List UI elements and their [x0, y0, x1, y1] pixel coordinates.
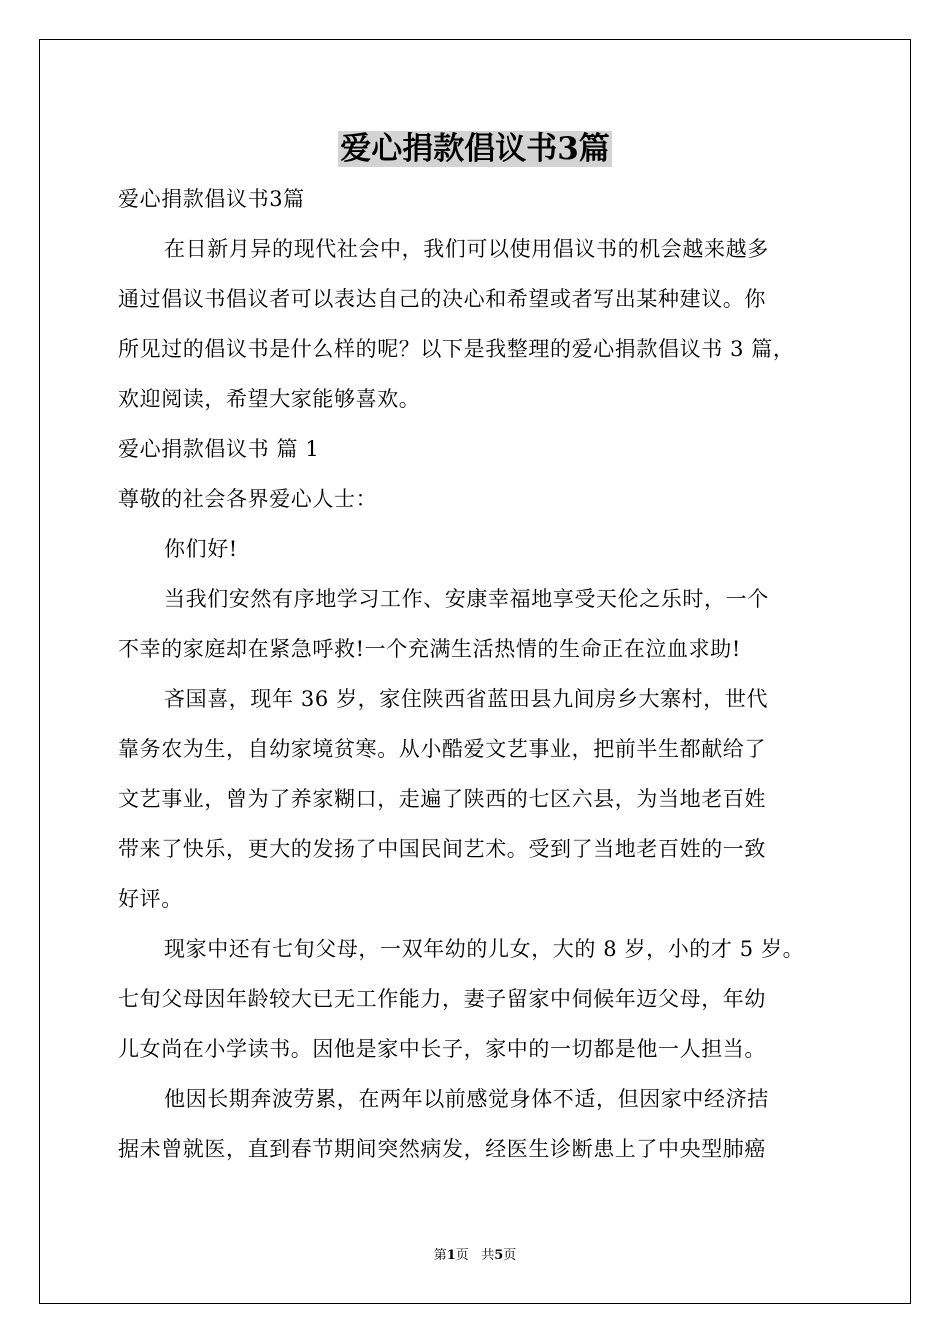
- paragraph-line: 好评。: [118, 887, 183, 911]
- paragraph-line: 他因长期奔波劳累，在两年以前感觉身体不适，但因家中经济拮: [164, 1087, 769, 1111]
- paragraph-line: 欢迎阅读，希望大家能够喜欢。: [118, 387, 421, 411]
- paragraph-line: 吝国喜，现年 36 岁，家住陕西省蓝田县九间房乡大寨村，世代: [164, 687, 769, 711]
- paragraph-line: 带来了快乐，更大的发扬了中国民间艺术。受到了当地老百姓的一致: [118, 837, 766, 861]
- document-title: [0, 126, 950, 172]
- greeting-line: 你们好!: [164, 537, 238, 561]
- footer-prefix: 第: [433, 1248, 447, 1263]
- paragraph-line: 通过倡议书倡议者可以表达自己的决心和希望或者写出某种建议。你: [118, 287, 766, 311]
- paragraph-line: 不幸的家庭却在紧急呼救!一个充满生活热情的生命正在泣血求助!: [118, 637, 741, 661]
- paragraph-line: 儿女尚在小学读书。因他是家中长子，家中的一切都是他一人担当。: [118, 1037, 766, 1061]
- subtitle-line: 爱心捐款倡议书3篇: [118, 187, 305, 211]
- footer-current-page: 1: [446, 1248, 456, 1263]
- document-title-text: 爱心捐款倡议书3篇: [340, 131, 610, 167]
- paragraph-line: 靠务农为生，自幼家境贫寒。从小酷爱文艺事业，把前半生都献给了: [118, 737, 766, 761]
- footer-total-pages: 5: [494, 1248, 504, 1263]
- footer-total-prefix: 共: [481, 1248, 495, 1263]
- section-heading: 爱心捐款倡议书 篇 1: [118, 437, 320, 461]
- paragraph-line: 文艺事业，曾为了养家糊口，走遍了陕西的七区六县，为当地老百姓: [118, 787, 766, 811]
- paragraph-line: 当我们安然有序地学习工作、安康幸福地享受天伦之乐时，一个: [164, 587, 769, 611]
- paragraph-line: 七旬父母因年龄较大已无工作能力，妻子留家中伺候年迈父母，年幼: [118, 987, 766, 1011]
- paragraph-line: 据未曾就医，直到春节期间突然病发，经医生诊断患上了中央型肺癌: [118, 1137, 766, 1161]
- page-footer: [0, 1246, 950, 1266]
- footer-total-suffix: 页: [503, 1248, 517, 1263]
- paragraph-line: 所见过的倡议书是什么样的呢？以下是我整理的爱心捐款倡议书 3 篇，: [118, 337, 795, 361]
- document-body: [118, 174, 838, 1174]
- paragraph-line: 现家中还有七旬父母，一双年幼的儿女，大的 8 岁，小的才 5 岁。: [164, 937, 805, 961]
- salutation-line: 尊敬的社会各界爱心人士：: [118, 487, 378, 511]
- paragraph-line: 在日新月异的现代社会中，我们可以使用倡议书的机会越来越多: [164, 237, 769, 261]
- footer-page-word: 页: [455, 1248, 469, 1263]
